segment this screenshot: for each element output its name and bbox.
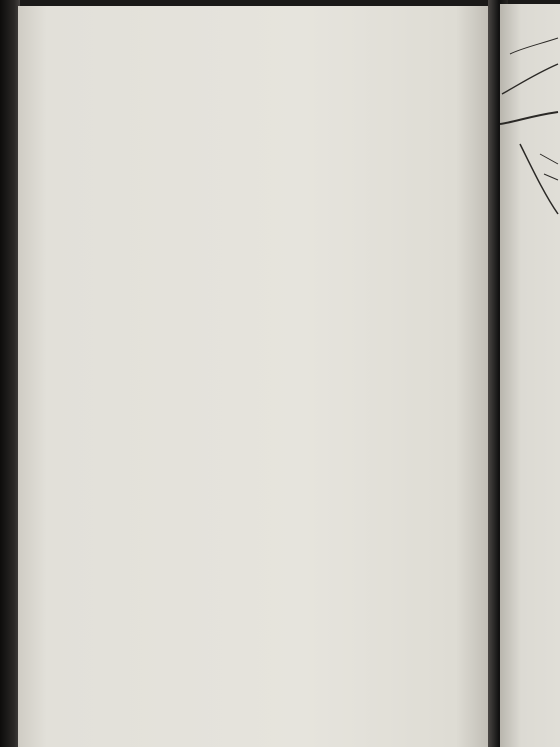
right-page (500, 4, 560, 747)
sketch-illustration (500, 4, 560, 234)
left-page (18, 6, 494, 747)
page-text (80, 74, 478, 86)
book-binding (0, 0, 20, 747)
